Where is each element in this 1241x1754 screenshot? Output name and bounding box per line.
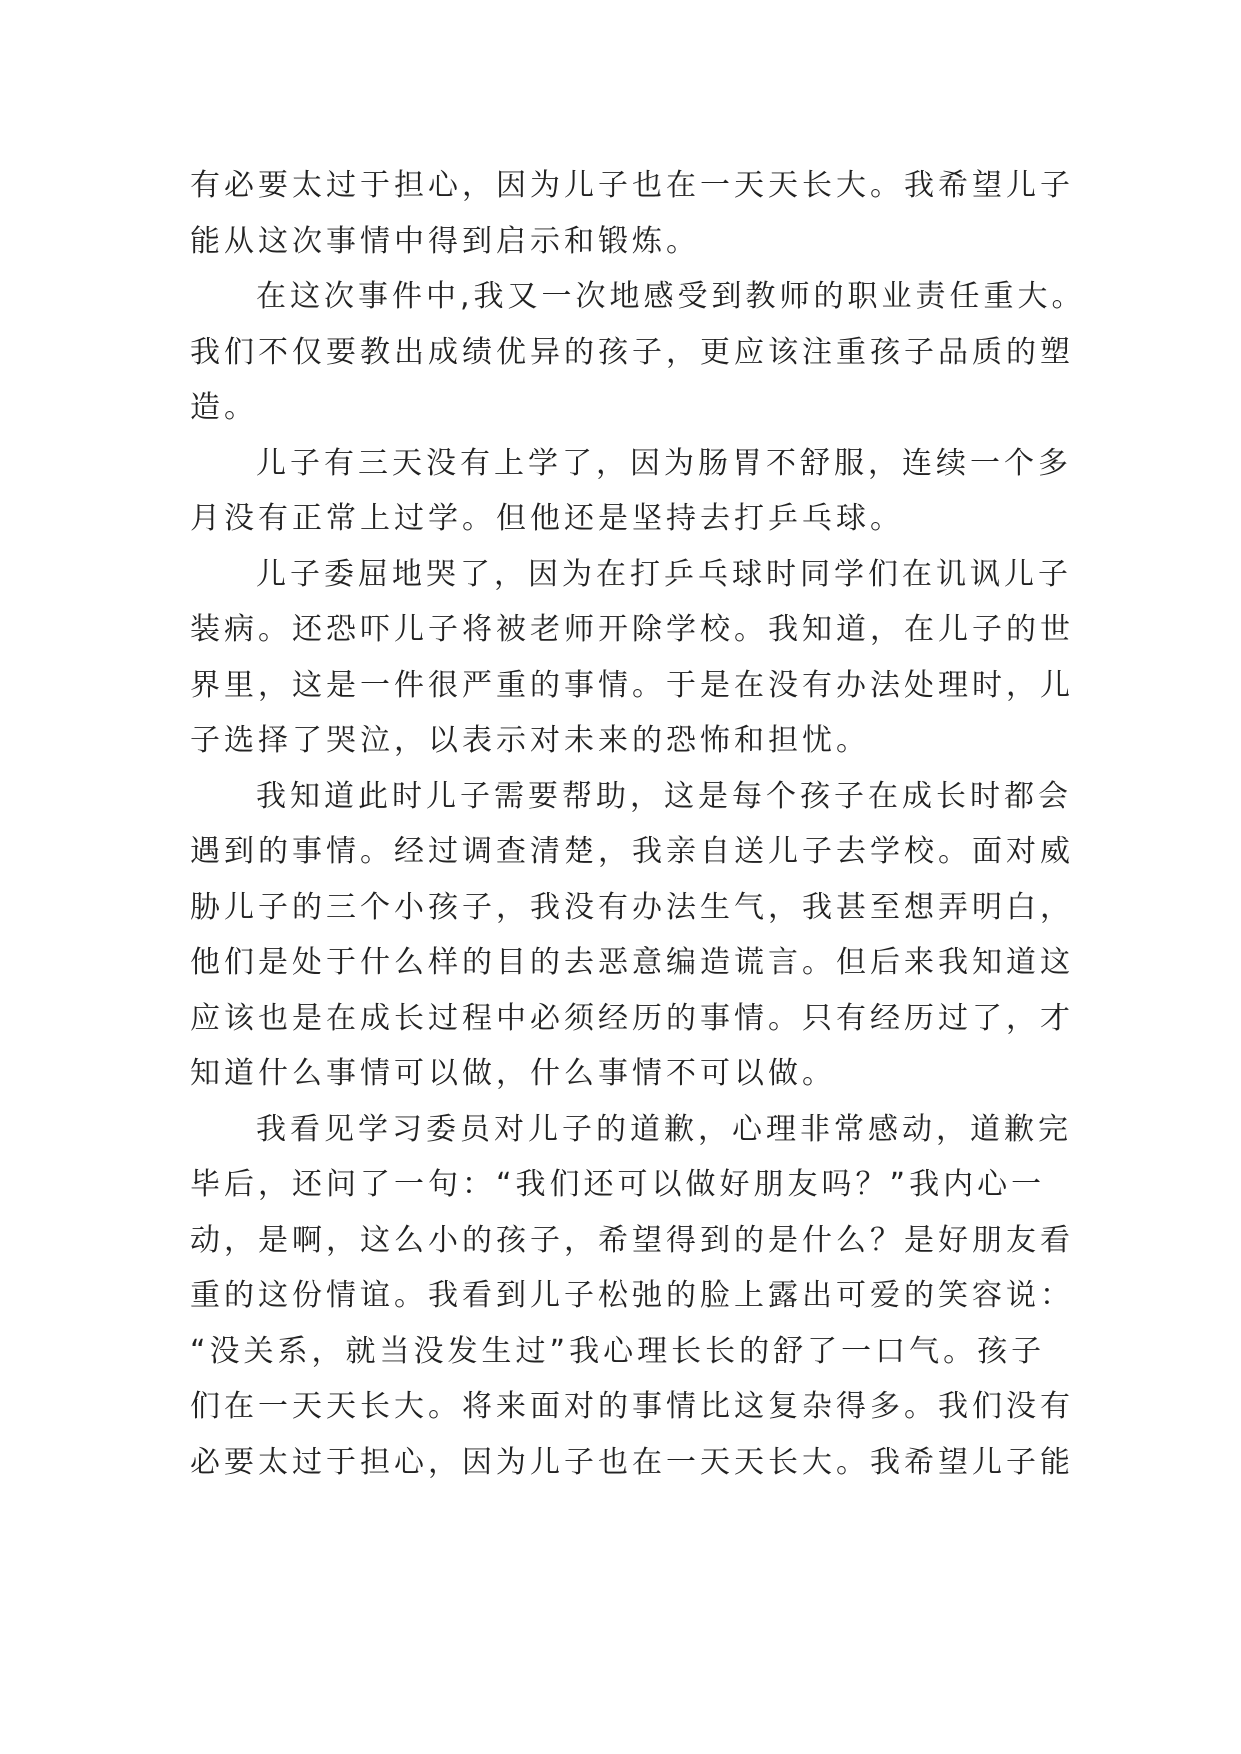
text-line: 他们是处于什么样的目的去恶意编造谎言。但后来我知道这 (190, 945, 1074, 980)
text-line: 胁儿子的三个小孩子，我没有办法生气，我甚至想弄明白， (190, 889, 1074, 925)
text-line: 有必要太过于担心，因为儿子也在一天天长大。我希望儿子 (190, 168, 1074, 203)
text-line: 界里，这是一件很严重的事情。于是在没有办法处理时，儿 (190, 667, 1074, 703)
text-line: 我们不仅要教出成绩优异的孩子，更应该注重孩子品质的塑 (190, 334, 1074, 370)
text-line: 儿子委屈地哭了，因为在打乒乓球时同学们在讥讽儿子 (256, 556, 1072, 592)
text-line: 在这次事件中,我又一次地感受到教师的职业责任重大。 (256, 279, 1086, 314)
text-line: 遇到的事情。经过调查清楚，我亲自送儿子去学校。面对威 (190, 834, 1074, 869)
text-line: 知道什么事情可以做，什么事情不可以做。 (190, 1056, 836, 1091)
text-line: 必要太过于担心，因为儿子也在一天天长大。我希望儿子能 (190, 1444, 1074, 1480)
text-line: 月没有正常上过学。但他还是坚持去打乒乓球。 (190, 501, 904, 536)
text-line: 能从这次事情中得到启示和锻炼。 (190, 223, 700, 259)
text-line: 动，是啊，这么小的孩子，希望得到的是什么？是好朋友看 (190, 1222, 1074, 1258)
text-line: 我知道此时儿子需要帮助，这是每个孩子在成长时都会 (256, 778, 1072, 814)
text-line: 重的这份情谊。我看到儿子松弛的脸上露出可爱的笑容说： (190, 1278, 1074, 1313)
text-line: 我看见学习委员对儿子的道歉，心理非常感动，道歉完 (256, 1111, 1072, 1147)
text-line: 们在一天天长大。将来面对的事情比这复杂得多。我们没有 (190, 1389, 1074, 1424)
text-line: 毕后，还问了一句：“我们还可以做好朋友吗？”我内心一 (190, 1167, 1046, 1202)
document-body (190, 158, 1090, 1490)
text-line: 造。 (190, 390, 258, 425)
text-line: 应该也是在成长过程中必须经历的事情。只有经历过了，才 (190, 1000, 1074, 1036)
text-line: 子选择了哭泣，以表示对未来的恐怖和担忧。 (190, 723, 870, 758)
text-line: 儿子有三天没有上学了，因为肠胃不舒服，连续一个多 (256, 445, 1072, 481)
text-line: “没关系，就当没发生过”我心理长长的舒了一口气。孩子 (190, 1333, 1046, 1369)
text-line: 装病。还恐吓儿子将被老师开除学校。我知道，在儿子的世 (190, 612, 1074, 647)
